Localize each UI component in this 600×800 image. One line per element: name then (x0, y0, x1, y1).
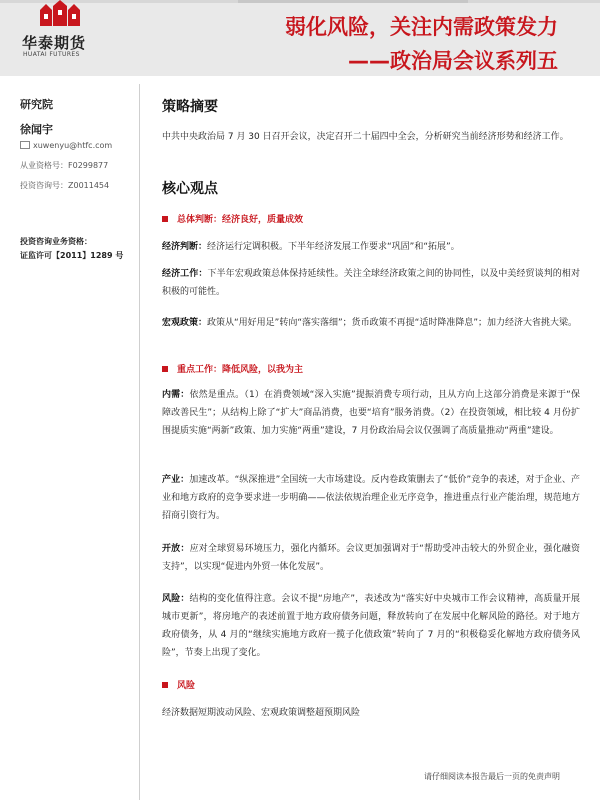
envelope-icon (20, 141, 30, 149)
report-subtitle: ——政治局会议系列五 (348, 49, 558, 73)
risk-text: 经济数据短期波动风险、宏观政策调整超预期风险 (162, 708, 361, 718)
section-risk-title (162, 678, 195, 691)
logo-text-cn: 华泰期货 (22, 34, 87, 52)
paragraph-text: 依然是重点。（1）在消费领域“深入实施”提振消费专项行动，且从方向上这部分消费是来源于“保障改善民生”；从结构上除了“扩大”商品消费，也要“培育”服务消费。（2）在投资领域，相比较 4 月份扩围提质实施“两新”政策、加力实施“两重”建设，7 月份政治局会议仅强调了高质量推动“两重”建设。 (162, 390, 580, 436)
section-key-work-title-text: 重点工作：降低风险，以我为主 (177, 365, 304, 375)
paragraph-label: 经济工作： (162, 269, 208, 279)
author-email-text: xuwenyu@htfc.com (33, 141, 113, 150)
logo-text-en: HUATAI FUTURES (23, 51, 80, 58)
paragraph-economic-work (162, 265, 580, 301)
paragraph-text: 结构的变化值得注意。会议不提“房地产”，表述改为“落实好中央城市工作会议精神，高质量开展城市更新”，将房地产的表述前置于地方政府债务问题，释放转向了在发展中化解风险的路径。对于地方政府债务，从 4 月的“继续实施地方政府一揽子化债政策”转向了 7 月的“积极稳妥化解地方政府债务风险”，节奏上出现了变化。 (162, 594, 580, 658)
core-heading: 核心观点 (162, 181, 218, 197)
bullet-square-icon (162, 682, 168, 688)
report-header (0, 0, 600, 76)
disclaimer-note: 请仔细阅读本报告最后一页的免责声明 (424, 772, 560, 781)
cert-number: 从业资格号：F0299877 (20, 161, 109, 170)
paragraph-text: 经济运行定调积极。下半年经济发展工作要求“巩固”和“拓展”。 (207, 242, 460, 252)
license-number: 证监许可【2011】1289 号 (20, 251, 124, 260)
paragraph-text: 加速改革。“纵深推进”全国统一大市场建设。反内卷政策删去了“低价”竞争的表述，对于企业、产业和地方政府的竞争要求进一步明确——依法依规治理企业无序竞争，推进重点行业产能治理，规范地方招商引资行为。 (162, 475, 580, 521)
header-stripe (238, 0, 468, 3)
company-logo (18, 0, 110, 58)
paragraph-label: 开放： (162, 544, 190, 554)
section-overall-title-text: 总体判断：经济良好，质量成效 (177, 215, 304, 225)
author-sidebar (0, 84, 140, 800)
summary-text: 中共中央政治局 7 月 30 日召开会议，决定召开二十届四中全会，分析研究当前经济形势和经济工作。 (162, 132, 569, 142)
license-title: 投资咨询业务资格： (20, 237, 92, 246)
section-overall-title (162, 212, 303, 225)
author-email[interactable] (20, 141, 112, 150)
paragraph-label: 内需： (162, 390, 190, 400)
department-label: 研究院 (20, 98, 53, 111)
paragraph-risk (162, 590, 580, 662)
report-title: 弱化风险，关注内需政策发力 (285, 15, 558, 39)
paragraph-label: 风险： (162, 594, 190, 604)
logo-mark-icon (38, 0, 82, 28)
section-key-work-title (162, 362, 303, 375)
section-risk-title-text: 风险 (177, 681, 196, 691)
paragraph-text: 下半年宏观政策总体保持延续性。关注全球经济政策之间的协同性，以及中美经贸谈判的相对积极的可能性。 (162, 269, 580, 297)
paragraph-text: 政策从“用好用足”转向“落实落细”；货币政策不再提“适时降准降息”；加力经济大省挑大梁。 (207, 318, 577, 328)
paragraph-opening-up (162, 540, 580, 576)
paragraph-label: 宏观政策： (162, 318, 208, 328)
summary-heading: 策略摘要 (162, 99, 218, 115)
bullet-square-icon (162, 366, 168, 372)
paragraph-label: 经济判断： (162, 242, 208, 252)
paragraph-economy-judgment (162, 238, 580, 256)
bullet-square-icon (162, 216, 168, 222)
investment-advisory-number: 投资咨询号：Z0011454 (20, 181, 110, 190)
paragraph-label: 产业： (162, 475, 190, 485)
paragraph-macro-policy (162, 314, 580, 332)
paragraph-text: 应对全球贸易环境压力，强化内循环。会议更加强调对于“帮助受冲击较大的外贸企业，强化融资支持”，以实现“促进内外贸一体化发展”。 (162, 544, 580, 572)
paragraph-industry (162, 471, 580, 525)
author-name: 徐闻宇 (20, 123, 53, 136)
paragraph-domestic-demand (162, 386, 580, 440)
